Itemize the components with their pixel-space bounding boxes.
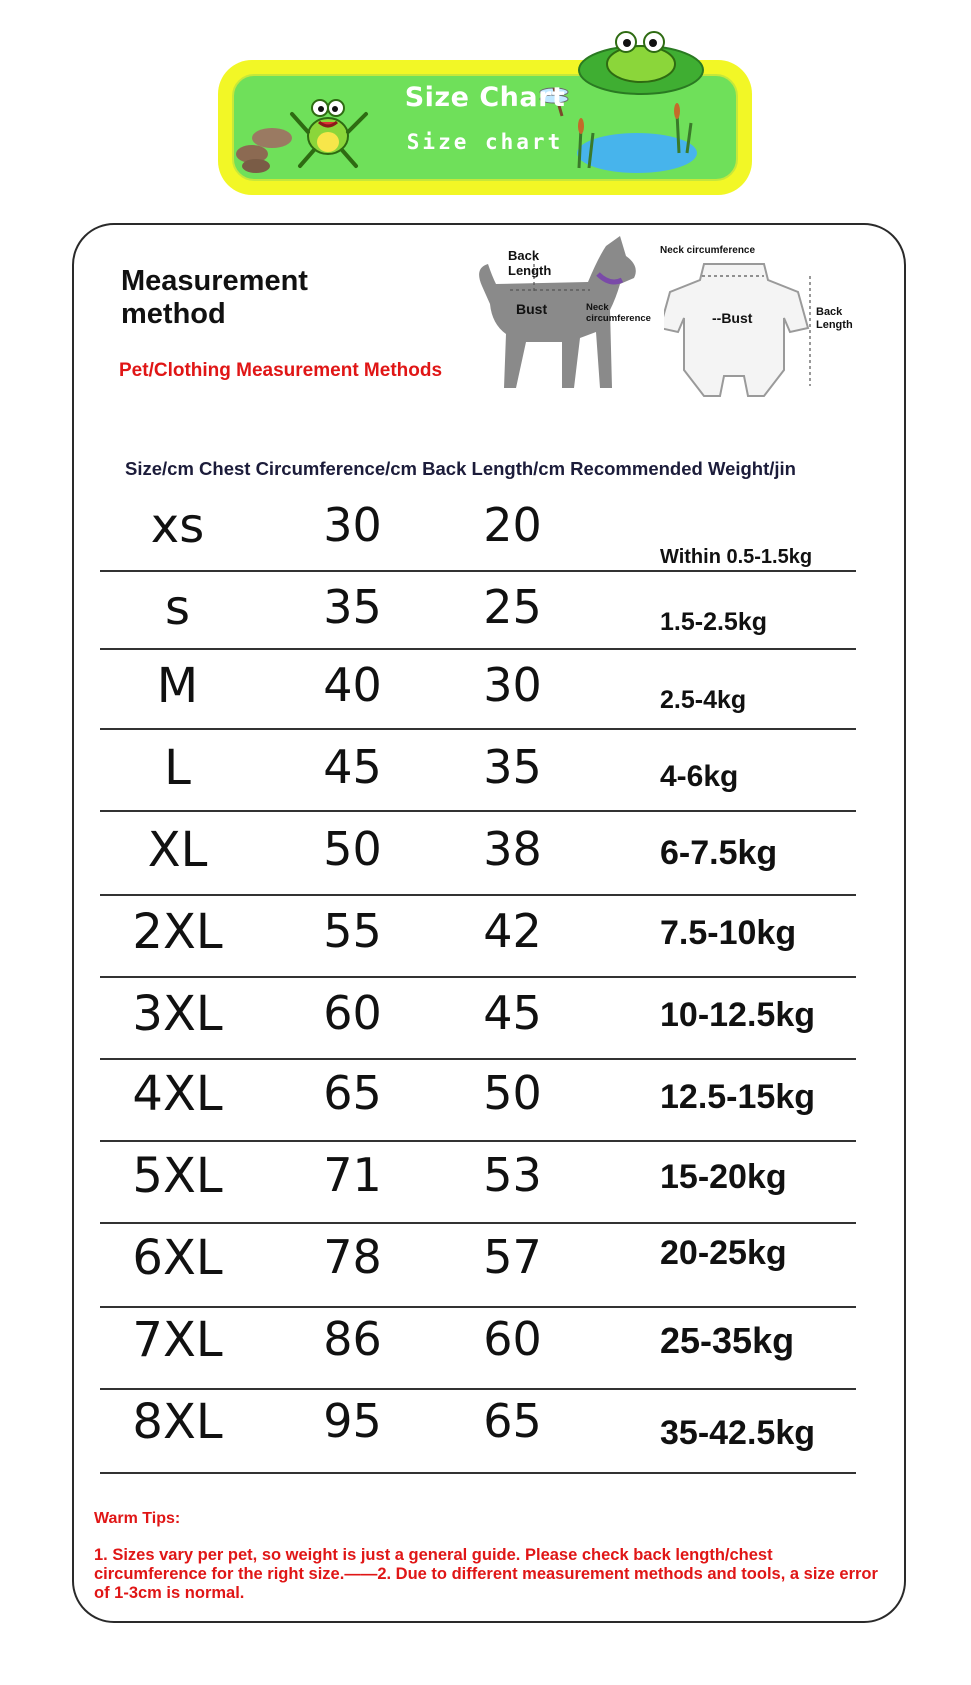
tips-body: 1. Sizes vary per pet, so weight is just a general guide. Please check back length/chest circumference for the right size.——2. Due to different measurement methods and tools, a size error of 1-3cm is normal. xyxy=(94,1546,878,1602)
row-divider xyxy=(100,648,856,650)
size-cell: 5XL xyxy=(132,1148,223,1204)
chest-cell: 95 xyxy=(323,1394,382,1448)
weight-cell: 35-42.5kg xyxy=(660,1414,815,1452)
back-length-cell: 25 xyxy=(483,580,542,634)
size-cell: 7XL xyxy=(132,1312,223,1368)
shirt-neck-label: Neck circumference xyxy=(660,245,756,256)
chest-cell: 45 xyxy=(323,740,382,794)
chest-cell: 65 xyxy=(323,1066,382,1120)
weight-cell: 2.5-4kg xyxy=(660,686,747,714)
back-length-cell: 30 xyxy=(483,658,542,712)
row-divider xyxy=(100,1140,856,1142)
size-cell: 6XL xyxy=(132,1230,223,1286)
row-divider xyxy=(100,1472,856,1474)
frog-on-lilypad-icon xyxy=(576,28,706,98)
size-cell: xs xyxy=(150,498,205,554)
chest-cell: 50 xyxy=(323,822,382,876)
chest-cell: 60 xyxy=(323,986,382,1040)
chest-cell: 30 xyxy=(323,498,382,552)
back-length-cell: 45 xyxy=(483,986,542,1040)
back-length-cell: 38 xyxy=(483,822,542,876)
chest-cell: 55 xyxy=(323,904,382,958)
measurement-title-text: Measurement method xyxy=(121,265,308,330)
row-divider xyxy=(100,810,856,812)
chest-cell: 78 xyxy=(323,1230,382,1284)
row-divider xyxy=(100,976,856,978)
chest-cell: 71 xyxy=(323,1148,382,1202)
measurement-method-title xyxy=(121,265,351,331)
tips-heading: Warm Tips: xyxy=(94,1510,181,1527)
back-length-cell: 35 xyxy=(483,740,542,794)
weight-cell: 12.5-15kg xyxy=(660,1078,815,1116)
back-length-cell: 65 xyxy=(483,1394,542,1448)
weight-cell: 4-6kg xyxy=(660,760,739,793)
row-divider xyxy=(100,1058,856,1060)
weight-cell: 15-20kg xyxy=(660,1158,787,1196)
dog-neck-label: Neck circumference xyxy=(586,302,651,324)
dog-back-length-label: Back Length xyxy=(508,248,552,278)
weight-cell: 6-7.5kg xyxy=(660,834,778,872)
row-divider xyxy=(100,728,856,730)
weight-cell: 20-25kg xyxy=(660,1234,787,1272)
size-cell: L xyxy=(164,740,191,796)
weight-cell: 1.5-2.5kg xyxy=(660,608,768,636)
row-divider xyxy=(100,1222,856,1224)
back-length-cell: 53 xyxy=(483,1148,542,1202)
weight-cell: Within 0.5-1.5kg xyxy=(660,546,813,568)
banner-subtitle: Size chart xyxy=(406,130,564,154)
size-cell: M xyxy=(156,658,199,714)
shirt-bust-label: --Bust xyxy=(712,310,753,326)
weight-cell: 7.5-10kg xyxy=(660,914,797,952)
size-cell: 4XL xyxy=(132,1066,223,1122)
shirt-back-length-label: Back Length xyxy=(816,306,853,331)
row-divider xyxy=(100,1388,856,1390)
pet-shirt-icon xyxy=(664,258,824,403)
back-length-cell: 42 xyxy=(483,904,542,958)
size-cell: s xyxy=(164,580,190,636)
back-length-cell: 20 xyxy=(483,498,542,552)
row-divider xyxy=(100,894,856,896)
dog-bust-label: Bust xyxy=(516,301,548,317)
size-cell: 2XL xyxy=(132,904,223,960)
size-cell: 8XL xyxy=(132,1394,223,1450)
row-divider xyxy=(100,1306,856,1308)
weight-cell: 10-12.5kg xyxy=(660,996,815,1034)
table-header: Size/cm Chest Circumference/cm Back Length/cm Recommended Weight/jin xyxy=(125,458,796,479)
chest-cell: 35 xyxy=(323,580,382,634)
measurement-subtitle: Pet/Clothing Measurement Methods xyxy=(119,360,443,381)
chest-cell: 86 xyxy=(323,1312,382,1366)
banner-title: Size Chart xyxy=(404,82,566,113)
size-cell: 3XL xyxy=(132,986,223,1042)
back-length-cell: 50 xyxy=(483,1066,542,1120)
back-length-cell: 57 xyxy=(483,1230,542,1284)
weight-cell: 25-35kg xyxy=(660,1320,795,1361)
chest-cell: 40 xyxy=(323,658,382,712)
back-length-cell: 60 xyxy=(483,1312,542,1366)
size-cell: XL xyxy=(147,822,208,878)
row-divider xyxy=(100,570,856,572)
